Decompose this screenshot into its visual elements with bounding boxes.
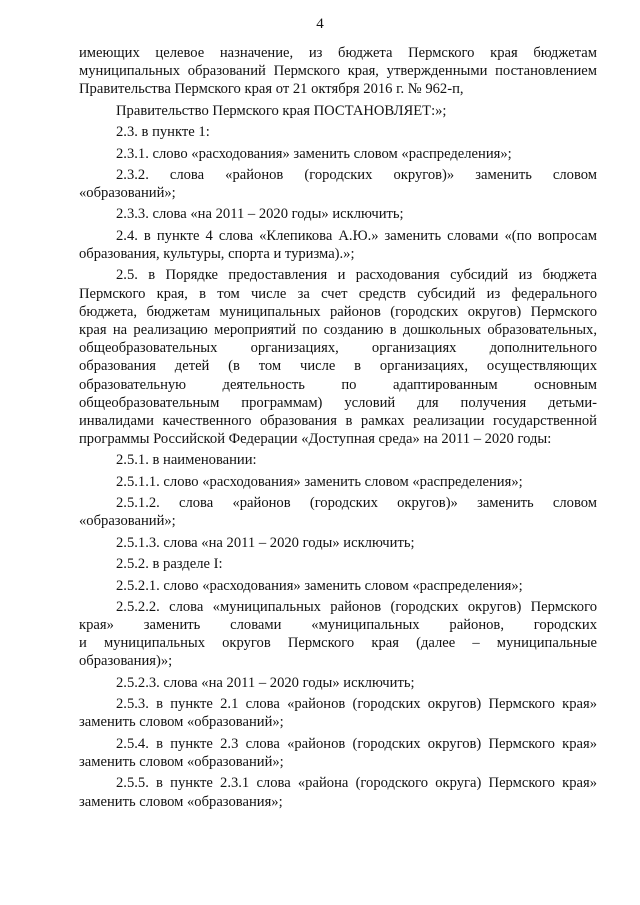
- text-line: 2.5.1.2. слова «районов (городских округов)» заменить словом: [116, 495, 597, 512]
- text-line: 2.5.4. в пункте 2.3 слова «районов (городских округов) Пермского края»: [116, 735, 597, 752]
- text-line: 2.5.3. в пункте 2.1 слова «районов (городских округов) Пермского края»: [116, 696, 597, 713]
- text-line: 2.4. в пункте 4 слова «Клепикова А.Ю.» заменить словами «(по вопросам: [116, 227, 597, 244]
- page-number: 4: [316, 16, 324, 32]
- text-line: 2.5.1. в наименовании:: [116, 452, 257, 469]
- text-line: 2.5.1.1. слово «расходования» заменить словом «распределения»;: [116, 473, 523, 490]
- text-line: края на реализацию мероприятий по созданию в дошкольных образовательных,: [79, 321, 597, 338]
- text-line: образования, культуры, спорта и туризма).»;: [79, 246, 355, 262]
- text-line: 2.3. в пункте 1:: [116, 124, 210, 141]
- text-line: «образований»;: [79, 185, 176, 202]
- text-line: муниципальных образований Пермского края, утвержденными постановлением: [79, 63, 597, 80]
- text-line: 2.3.2. слова «районов (городских округов)» заменить словом: [116, 166, 597, 183]
- text-line: имеющих целевое назначение, из бюджета Пермского края бюджетам: [79, 45, 597, 61]
- text-line: образовательную деятельность по адаптированным основным: [79, 376, 597, 393]
- text-line: 2.5.1.3. слова «на 2011 – 2020 годы» исключить;: [116, 534, 415, 551]
- text-line: и муниципальных округов Пермского края (далее – муниципальные: [79, 635, 597, 652]
- text-line: 2.5.2.2. слова «муниципальных районов (городских округов) Пермского: [116, 598, 597, 615]
- text-line: 2.5.2. в разделе I:: [116, 556, 223, 573]
- text-line: программы Российской Федерации «Доступная среда» на 2011 – 2020 годы:: [79, 431, 552, 448]
- document-body: [79, 44, 597, 811]
- text-line: образования)»;: [79, 653, 173, 670]
- text-line: заменить словом «образований»;: [79, 753, 284, 770]
- text-line: общеобразовательным программам) условий для получения детьми-: [79, 394, 597, 411]
- text-line: бюджета, бюджетам муниципальных районов (городских округов) Пермского: [79, 303, 597, 320]
- text-line: общеобразовательных организациях, организациях дополнительного: [79, 340, 597, 357]
- text-line: Правительство Пермского края ПОСТАНОВЛЯЕТ:»;: [116, 102, 447, 119]
- text-line: образования детей (в том числе в организациях, осуществляющих: [79, 358, 597, 375]
- text-line: 2.5.2.3. слова «на 2011 – 2020 годы» исключить;: [116, 674, 415, 691]
- text-line: Правительства Пермского края от 21 октября 2016 г. № 962-п,: [79, 81, 464, 98]
- text-line: 2.5.2.1. слово «расходования» заменить словом «распределения»;: [116, 577, 523, 594]
- text-line: 2.5.5. в пункте 2.3.1 слова «района (городского округа) Пермского края»: [116, 775, 597, 792]
- text-line: края» заменить словами «муниципальных районов, городских: [79, 617, 597, 634]
- text-line: 2.5. в Порядке предоставления и расходования субсидий из бюджета: [116, 267, 597, 284]
- text-line: 2.3.3. слова «на 2011 – 2020 годы» исключить;: [116, 206, 404, 223]
- text-line: заменить словом «образования»;: [79, 793, 283, 810]
- text-line: инвалидами качественного образования в рамках реализации государственной: [79, 412, 597, 429]
- text-line: Пермского края, в том числе за счет средств субсидий из федерального: [79, 285, 597, 302]
- text-line: «образований»;: [79, 513, 176, 530]
- text-line: заменить словом «образований»;: [79, 714, 284, 731]
- text-line: 2.3.1. слово «расходования» заменить словом «распределения»;: [116, 145, 512, 162]
